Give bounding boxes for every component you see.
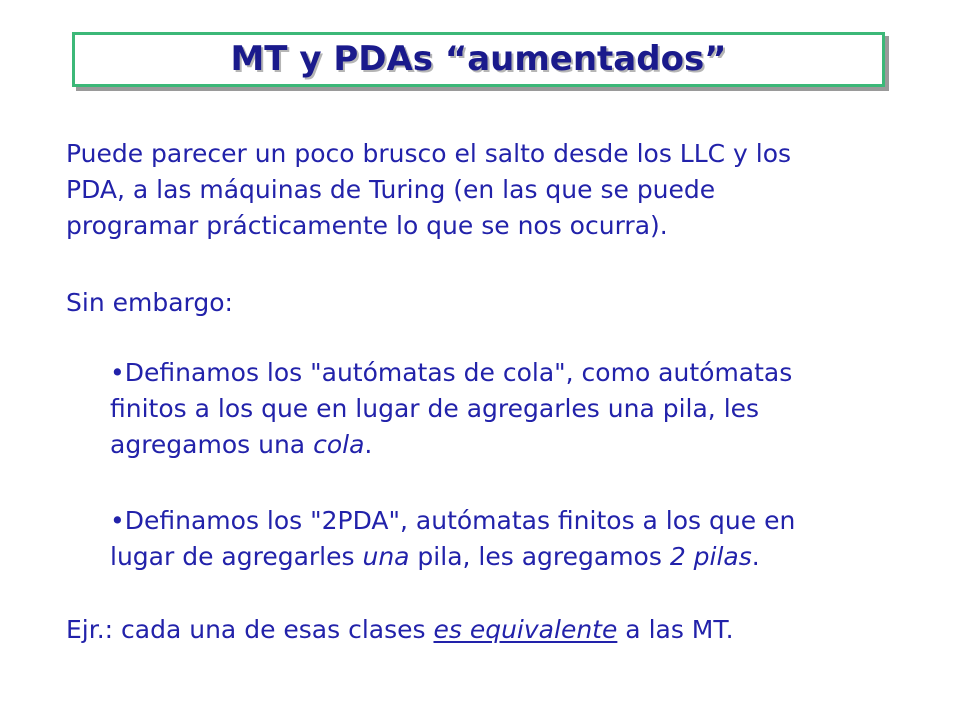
bullet2-italic-2-pilas: 2 pilas	[669, 542, 752, 571]
conclusion-paragraph	[66, 612, 946, 648]
bullet2-line-2	[110, 539, 930, 575]
sin-embargo-label: Sin embargo:	[66, 288, 233, 317]
bullet1-line-1: •Definamos los "autómatas de cola", como autómatas	[110, 358, 793, 387]
bullet1-line-3-suffix: .	[364, 430, 373, 459]
conclusion-suffix: a las MT.	[617, 615, 734, 644]
bullet-queue-automata	[110, 355, 930, 463]
bullet1-italic-cola: cola	[313, 430, 365, 459]
intro-line-2: PDA, a las máquinas de Turing (en las que se puede	[66, 175, 716, 204]
title-box	[72, 32, 885, 87]
bullet2-line-1: •Definamos los "2PDA", autómatas finitos a los que en	[110, 506, 796, 535]
intro-line-1: Puede parecer un poco brusco el salto desde los LLC y los	[66, 139, 792, 168]
bullet2-italic-una: una	[362, 542, 410, 571]
intro-line-3: programar prácticamente lo que se nos ocurra).	[66, 211, 668, 240]
conclusion-emphasis: es equivalente	[433, 615, 618, 644]
bullet2-line-2-c: .	[751, 542, 760, 571]
intro-paragraph	[66, 136, 946, 244]
conclusion-prefix: Ejr.: cada una de esas clases	[66, 615, 434, 644]
bullet1-line-3-prefix: agregamos una	[110, 430, 314, 459]
slide-title: MT y PDAs “aumentados”	[230, 39, 727, 79]
bullet2-line-2-b: pila, les agregamos	[409, 542, 670, 571]
bullet1-line-2: finitos a los que en lugar de agregarles una pila, les	[110, 394, 760, 423]
bullet-2pda	[110, 503, 930, 575]
bullet2-line-2-a: lugar de agregarles	[110, 542, 363, 571]
bullet1-line-3	[110, 427, 930, 463]
